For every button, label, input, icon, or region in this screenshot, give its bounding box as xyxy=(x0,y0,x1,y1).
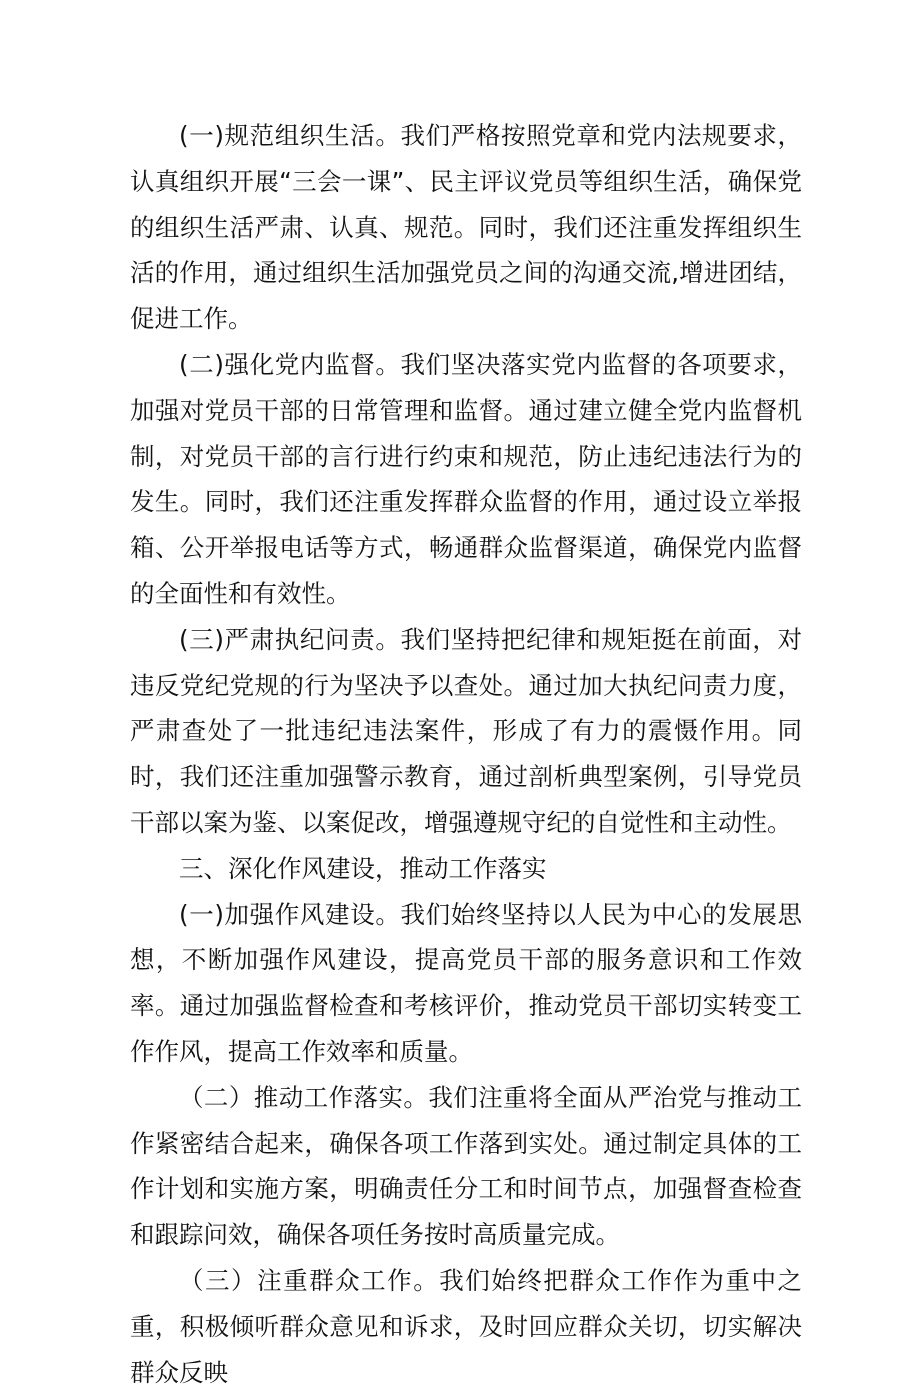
paragraph-organizational-life: (一)规范组织生活。我们严格按照党章和党内法规要求，认真组织开展“三会一课”、民主评议党员等组织生活，确保党的组织生活严肃、认真、规范。同时，我们还注重发挥组织生活的作用，通过组织生活加强党员之间的沟通交流,增进团结，促进工作。 xyxy=(130,121,802,334)
document-body xyxy=(130,113,802,1395)
paragraph-strengthen-work-style: (一)加强作风建设。我们始终坚持以人民为中心的发展思想，不断加强作风建设，提高党员干部的服务意识和工作效率。通过加强监督检查和考核评价，推动党员干部切实转变工作作风，提高工作效率和质量。 xyxy=(130,899,802,1066)
paragraph-implement-work: （二）推动工作落实。我们注重将全面从严治党与推动工作紧密结合起来，确保各项工作落到实处。通过制定具体的工作计划和实施方案，明确责任分工和时间节点，加强督查检查和跟踪问效，确保各项任务按时高质量完成。 xyxy=(130,1082,802,1250)
paragraph-discipline-accountability: (三)严肃执纪问责。我们坚持把纪律和规矩挺在前面，对违反党纪党规的行为坚决予以查处。通过加大执纪问责力度，严肃查处了一批违纪违法案件，形成了有力的震慑作用。同时，我们还注重加强警示教育，通过剖析典型案例，引导党员干部以案为鉴、以案促改，增强遵规守纪的自觉性和主动性。 xyxy=(130,624,802,837)
section-heading-work-style: 三、深化作风建设，推动工作落实 xyxy=(179,853,547,883)
paragraph-internal-supervision: (二)强化党内监督。我们坚决落实党内监督的各项要求，加强对党员干部的日常管理和监督。通过建立健全党内监督机制，对党员干部的言行进行约束和规范，防止违纪违法行为的发生。同时，我们还注重发挥群众监督的作用，通过设立举报箱、公开举报电话等方式，畅通群众监督渠道，确保党内监督的全面性和有效性。 xyxy=(130,349,802,608)
paragraph-mass-work: （三）注重群众工作。我们始终把群众工作作为重中之重，积极倾听群众意见和诉求，及时回应群众关切，切实解决群众反映 xyxy=(130,1265,802,1387)
